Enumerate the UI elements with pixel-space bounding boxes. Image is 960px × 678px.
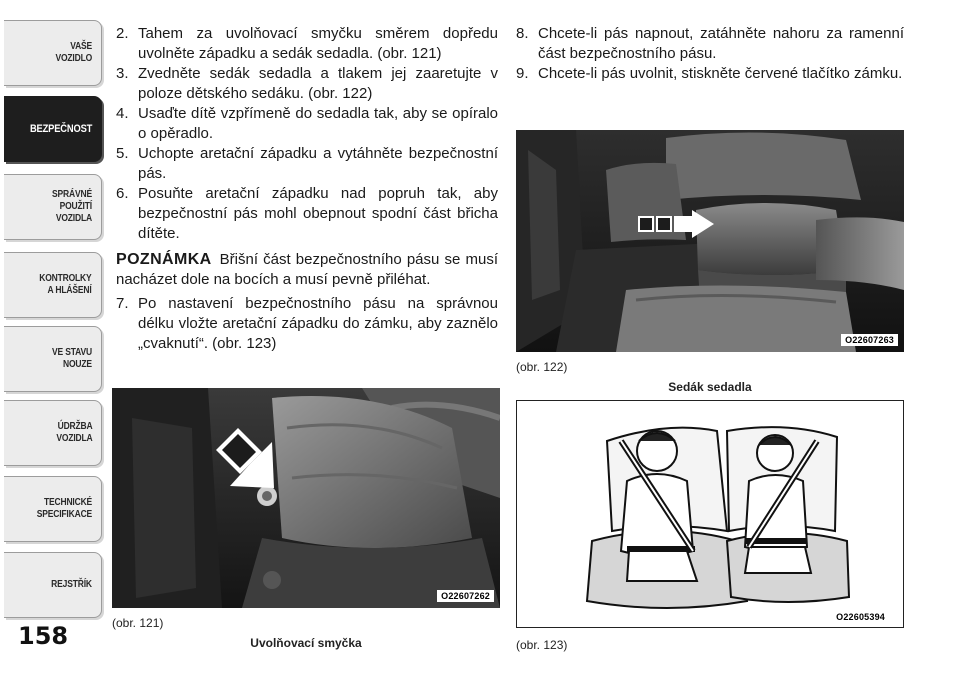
note-paragraph <box>116 250 498 290</box>
tab-technicke-specifikace[interactable] <box>4 476 102 542</box>
tab-label-line: TECHNICKÉ <box>43 497 92 508</box>
tab-label-line: ÚDRŽBA <box>57 421 92 432</box>
instruction-step <box>516 64 904 84</box>
tab-label-line: VE STAVU <box>52 347 92 358</box>
figure-122-title: Sedák sedadla <box>668 380 752 394</box>
step-text: Chcete-li pás uvolnit, stiskněte červené tlačítko zámku. <box>538 65 903 82</box>
tab-label-line: VOZIDLA <box>55 433 92 444</box>
right-text-column <box>516 24 904 84</box>
step-number: 5. <box>116 145 129 162</box>
tab-label <box>52 327 92 391</box>
page-number: 158 <box>18 622 69 650</box>
step-number: 9. <box>516 65 529 82</box>
release-loop-illustration <box>112 388 500 608</box>
tab-rejstrik[interactable] <box>4 552 102 618</box>
step-text: Usaďte dítě vzpřímeně do sedadla tak, aby se opíralo o opěradlo. <box>138 105 498 142</box>
instruction-step <box>116 64 498 104</box>
tab-label <box>30 97 92 161</box>
tab-label <box>51 553 92 617</box>
figure-code: O22607263 <box>841 334 898 346</box>
figure-121-release-loop-photo <box>112 388 500 608</box>
tab-label-line: SPRÁVNÉ <box>52 189 92 200</box>
instruction-step <box>116 184 498 244</box>
tab-label-line: NOUZE <box>63 359 92 370</box>
figure-121-title: Uvolňovací smyčka <box>250 636 362 650</box>
tab-kontrolky-a-hlaseni[interactable] <box>4 252 102 318</box>
step-number: 6. <box>116 185 129 202</box>
step-text: Zvedněte sedák sedadla a tlakem jej zaaretujte v poloze dětského sedáku. (obr. 122) <box>138 65 498 102</box>
tab-label-line: VOZIDLA <box>55 213 92 224</box>
step-text: Chcete-li pás napnout, zatáhněte nahoru za ramenní část bezpečnostního pásu. <box>538 25 904 62</box>
tab-label-line: BEZPEČNOST <box>29 123 92 135</box>
tab-label-line: REJSTŘÍK <box>51 579 92 590</box>
tab-label <box>37 477 92 541</box>
tab-label-line: POUŽITÍ <box>59 201 92 212</box>
children-in-booster-seats-illustration <box>517 401 903 627</box>
tab-label <box>55 21 92 85</box>
step-number: 8. <box>516 25 529 42</box>
tab-spravne-pouziti-vozidla[interactable] <box>4 174 102 240</box>
step-number: 3. <box>116 65 129 82</box>
figure-code: O22605394 <box>836 612 885 622</box>
note-text: Břišní část bezpečnostního pásu se musí nacházet dole na bocích a musí pevně přiléhat. <box>116 251 498 288</box>
figure-122-seat-cushion-photo <box>516 130 904 352</box>
tab-label-line: A HLÁŠENÍ <box>48 285 92 296</box>
tab-label <box>40 253 92 317</box>
tab-label-line: KONTROLKY <box>39 273 92 284</box>
step-number: 2. <box>116 25 129 42</box>
tab-ve-stavu-nouze[interactable] <box>4 326 102 392</box>
step-text: Po nastavení bezpečnostního pásu na správnou délku vložte aretační západku do zámku, aby zaznělo „cvaknutí“. (obr. 123) <box>138 295 498 352</box>
note-label: POZNÁMKA <box>116 251 212 268</box>
figure-122-caption: (obr. 122) <box>516 360 568 374</box>
step-text: Tahem za uvolňovací smyčku směrem dopředu uvolněte západku a sedák sedadla. (obr. 121) <box>138 25 498 62</box>
seat-cushion-illustration <box>516 130 904 352</box>
instruction-step <box>516 24 904 64</box>
step-number: 4. <box>116 105 129 122</box>
figure-code: O22607262 <box>437 590 494 602</box>
tab-label-line: SPECIFIKACE <box>36 509 92 520</box>
tab-label <box>52 175 92 239</box>
step-number: 7. <box>116 295 129 312</box>
instruction-step <box>116 24 498 64</box>
left-text-column <box>116 24 498 354</box>
tab-label <box>56 401 92 465</box>
figure-123-caption: (obr. 123) <box>516 638 568 652</box>
instruction-step <box>116 294 498 354</box>
tab-bezpecnost[interactable] <box>4 96 102 162</box>
tab-label-line: VOZIDLO <box>55 53 92 64</box>
tab-vase-vozidlo[interactable] <box>4 20 102 86</box>
figure-121-caption: (obr. 121) <box>112 616 164 630</box>
tab-label-line: VAŠE <box>70 41 92 52</box>
step-text: Uchopte aretační západku a vytáhněte bezpečnostní pás. <box>138 145 498 182</box>
figure-123-child-booster-drawing <box>516 400 904 628</box>
instruction-step <box>116 144 498 184</box>
step-text: Posuňte aretační západku nad popruh tak, aby bezpečnostní pás mohl obepnout spodní část břicha dítěte. <box>138 185 498 242</box>
tab-udrzba-vozidla[interactable] <box>4 400 102 466</box>
instruction-step <box>116 104 498 144</box>
